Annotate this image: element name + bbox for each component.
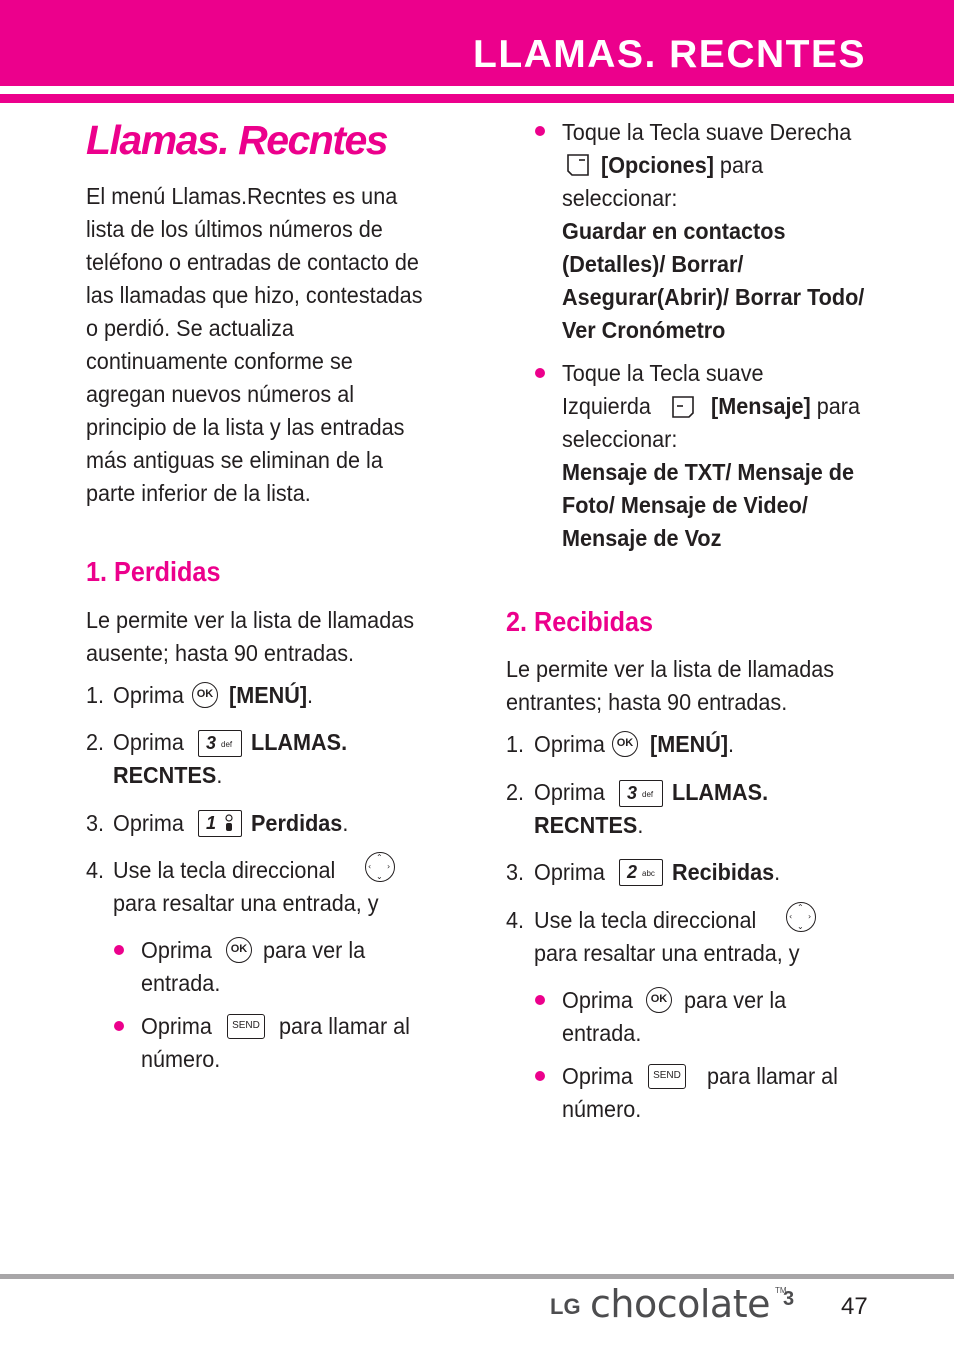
period: . [637, 812, 644, 838]
step-bold: RECNTES [113, 762, 217, 788]
step-text: Use la tecla direccional [113, 857, 336, 883]
option-text: para [719, 152, 764, 178]
header-bar [0, 0, 954, 86]
step-menu-label: [MENÚ] [650, 731, 729, 757]
voicemail-icon [221, 814, 237, 833]
key-letters: def [221, 740, 233, 749]
intro-line: principio de la lista y las entradas [86, 414, 405, 440]
bullet-text: Oprima [141, 1013, 212, 1039]
ok-key-icon: OK [192, 682, 218, 708]
page-title: Llamas. Recntes [86, 117, 388, 163]
step-text: Oprima [534, 859, 605, 885]
step-text: Oprima [113, 682, 184, 708]
step-text: Oprima [534, 731, 605, 757]
key-digit: 2 [627, 862, 638, 882]
step-text: Oprima [113, 810, 184, 836]
navigation-key-icon: ⌃ ⌄ ‹ › [365, 852, 395, 882]
bullet-text: número. [141, 1046, 221, 1072]
left-soft-key-icon [670, 394, 696, 420]
bullet [535, 126, 545, 136]
option-text: seleccionar: [562, 426, 678, 452]
bullet [114, 945, 124, 955]
bullet-text: para ver la [263, 937, 366, 963]
period: . [774, 859, 781, 885]
step-text: para resaltar una entrada, y [113, 890, 379, 916]
intro-line: más antiguas se eliminan de la [86, 447, 383, 473]
intro-line: continuamente conforme se [86, 348, 353, 374]
section-desc-line: Le permite ver la lista de llamadas [86, 607, 415, 633]
option-list-line: (Detalles)/ Borrar/ [562, 251, 744, 277]
intro-line: las llamadas que hizo, contestadas [86, 282, 423, 308]
step-bold: Recibidas [672, 859, 775, 885]
option-list-line: Foto/ Mensaje de Video/ [562, 492, 808, 518]
bullet-text: para ver la [684, 987, 787, 1013]
step-number: 4. [86, 857, 105, 883]
intro-line: parte inferior de la lista. [86, 480, 311, 506]
section-heading-recibidas: 2. Recibidas [506, 606, 654, 637]
intro-line: teléfono o entradas de contacto de [86, 249, 419, 275]
period: . [216, 762, 223, 788]
bullet-text: para llamar al [279, 1013, 410, 1039]
step-bold: LLAMAS. [251, 729, 348, 755]
period: . [728, 731, 735, 757]
ok-key-icon: OK [226, 937, 252, 963]
step-text: Oprima [113, 729, 184, 755]
period: . [307, 682, 314, 708]
step-number: 1. [506, 731, 525, 757]
step-number: 2. [506, 779, 525, 805]
option-text: Izquierda [562, 393, 651, 419]
bullet-text: entrada. [141, 970, 221, 996]
brand-lg: LG [550, 1294, 581, 1319]
section-desc-line: entrantes; hasta 90 entradas. [506, 689, 788, 715]
bullet-text: para llamar al [707, 1063, 838, 1089]
option-text: para [816, 393, 861, 419]
option-text: Toque la Tecla suave [562, 360, 764, 386]
key-letters: def [642, 790, 654, 799]
header-title: LLAMAS. RECNTES [473, 33, 866, 76]
bullet [535, 368, 545, 378]
key-1-voicemail-icon [198, 810, 242, 837]
step-text: Oprima [534, 779, 605, 805]
page-number: 47 [841, 1293, 868, 1320]
intro-line: El menú Llamas.Recntes es una [86, 183, 398, 209]
option-list-line: Guardar en contactos [562, 218, 786, 244]
option-list-line: Mensaje de TXT/ Mensaje de [562, 459, 854, 485]
ok-key-icon: OK [612, 731, 638, 757]
key-digit: 3 [627, 783, 638, 803]
intro-line: agregan nuevos números al [86, 381, 355, 407]
key-digit: 3 [206, 733, 217, 753]
key-2-abc-icon [619, 859, 663, 886]
brand-name: chocolate [590, 1282, 770, 1326]
bullet-text: entrada. [562, 1020, 642, 1046]
option-list-line: Ver Cronómetro [562, 317, 726, 343]
bullet-text: Oprima [562, 1063, 633, 1089]
step-text: para resaltar una entrada, y [534, 940, 800, 966]
section-desc-line: ausente; hasta 90 entradas. [86, 640, 355, 666]
brand-version: 3 [783, 1288, 795, 1310]
bullet-text: número. [562, 1096, 642, 1122]
bullet [535, 1071, 545, 1081]
ok-key-icon: OK [646, 987, 672, 1013]
section-heading-perdidas: 1. Perdidas [86, 556, 221, 587]
option-text: seleccionar: [562, 185, 678, 211]
period: . [342, 810, 349, 836]
option-list-line: Mensaje de Voz [562, 525, 722, 551]
send-key-icon: SEND [648, 1064, 686, 1089]
option-text: Toque la Tecla suave Derecha [562, 119, 852, 145]
step-number: 3. [86, 810, 105, 836]
key-3-def-icon [619, 780, 663, 807]
step-bold: LLAMAS. [672, 779, 769, 805]
intro-line: lista de los últimos números de [86, 216, 383, 242]
footer-rule [0, 1274, 954, 1279]
brand-trademark: TM [775, 1286, 787, 1295]
step-bold: Perdidas [251, 810, 343, 836]
step-number: 4. [506, 907, 525, 933]
option-bold: [Opciones] [601, 152, 714, 178]
intro-line: o perdió. Se actualiza [86, 315, 294, 341]
right-soft-key-icon [565, 152, 591, 178]
key-digit: 1 [206, 813, 217, 833]
bullet-text: Oprima [562, 987, 633, 1013]
key-letters: abc [642, 869, 655, 878]
option-list-line: Asegurar(Abrir)/ Borrar Todo/ [562, 284, 865, 310]
key-3-def-icon [198, 730, 242, 757]
step-number: 1. [86, 682, 105, 708]
option-bold: [Mensaje] [711, 393, 811, 419]
send-key-icon: SEND [227, 1014, 265, 1039]
step-text: Use la tecla direccional [534, 907, 757, 933]
step-number: 3. [506, 859, 525, 885]
section-desc-line: Le permite ver la lista de llamadas [506, 656, 835, 682]
step-number: 2. [86, 729, 105, 755]
bullet [114, 1021, 124, 1031]
step-menu-label: [MENÚ] [229, 682, 308, 708]
bullet [535, 995, 545, 1005]
header-rule [0, 94, 954, 103]
bullet-text: Oprima [141, 937, 212, 963]
navigation-key-icon: ⌃ ⌄ ‹ › [786, 902, 816, 932]
step-bold: RECNTES [534, 812, 638, 838]
